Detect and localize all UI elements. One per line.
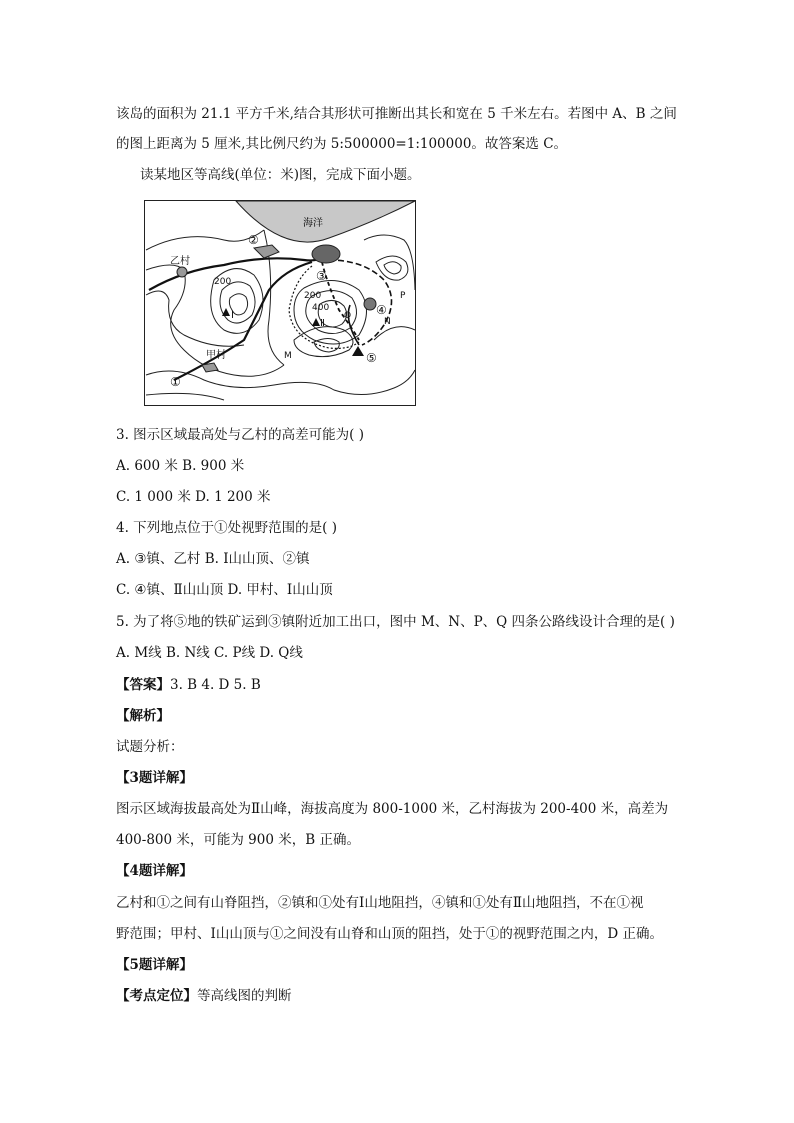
town-4-marker [364, 298, 376, 310]
contour-400-label: 400 [312, 303, 330, 313]
kaodian-title: 【考点定位】 [116, 988, 197, 1004]
peak-1-label: Ⅰ [231, 310, 234, 321]
intro-line-2: 的图上距离为 5 厘米,其比例尺约为 5:500000=1:100000。故答案选 C。 [116, 136, 568, 152]
circle-2-label: ② [248, 233, 259, 247]
q3-detail-line-1: 图示区域海拔最高处为Ⅱ山峰，海拔高度为 800-1000 米，乙村海拔为 200-400 米，高差为 [116, 801, 669, 817]
question-4-options-ab: A. ③镇、乙村 B. Ⅰ山山顶、②镇 [116, 551, 310, 567]
route-n-label: N [384, 317, 391, 327]
question-5: 5. 为了将⑤地的铁矿运到③镇附近加工出口，图中 M、N、P、Q 四条公路线设计合理的是( ) [116, 614, 675, 630]
q3-detail-title: 【3题详解】 [116, 770, 193, 786]
question-3: 3. 图示区域最高处与乙村的高差可能为( ) [116, 427, 364, 443]
q3-detail-line-2: 400-800 米，可能为 900 米，B 正确。 [116, 832, 360, 848]
peak-2-label: Ⅱ [320, 318, 325, 329]
contour-map [144, 200, 416, 406]
question-3-options-ab: A. 600 米 B. 900 米 [116, 458, 245, 474]
kaodian-text: 等高线图的判断 [197, 988, 292, 1004]
map-instruction: 读某地区等高线(单位：米)图，完成下面小题。 [140, 167, 421, 183]
yicun-marker [177, 267, 187, 277]
question-4: 4. 下列地点位于①处视野范围的是( ) [116, 520, 337, 536]
ocean-label: 海洋 [303, 218, 323, 229]
contour-200-label-a: 200 [214, 277, 232, 287]
circle-4-label: ④ [376, 303, 387, 317]
contour-200-label-b: 200 [304, 291, 322, 301]
kaodian-line [116, 986, 292, 1006]
answer-text: 3. B 4. D 5. B [170, 677, 261, 693]
q4-detail-line-2: 野范围；甲村、Ⅰ山山顶与①之间没有山脊和山顶的阻挡，处于①的视野范围之内，D 正确。 [116, 926, 663, 942]
analysis-title: 【解析】 [116, 708, 170, 724]
q4-detail-title: 【4题详解】 [116, 863, 193, 879]
q4-detail-line-1: 乙村和①之间有山脊阻挡，②镇和①处有Ⅰ山地阻挡，④镇和①处有Ⅱ山地阻挡，不在①视 [116, 895, 644, 911]
answer-line [116, 675, 261, 695]
question-4-options-cd: C. ④镇、Ⅱ山山顶 D. 甲村、Ⅰ山山顶 [116, 582, 333, 598]
answer-title: 【答案】 [116, 677, 170, 693]
route-m-label: M [284, 351, 292, 361]
analysis-intro: 试题分析： [116, 739, 184, 755]
circle-5-label: ⑤ [366, 351, 377, 365]
circle-1-label: ① [170, 375, 181, 389]
circle-3-label: ③ [316, 269, 327, 283]
intro-line-1: 该岛的面积为 21.1 平方千米,结合其形状可推断出其长和宽在 5 千米左右。若图中 A、B 之间 [116, 106, 677, 122]
yicun-label: 乙村 [170, 256, 190, 267]
jiacun-label: 甲村 [206, 350, 226, 361]
route-q-label: Q [344, 311, 352, 321]
question-3-options-cd: C. 1 000 米 D. 1 200 米 [116, 489, 271, 505]
q5-detail-title: 【5题详解】 [116, 957, 193, 973]
town-3-marker [312, 245, 340, 263]
question-5-options: A. M线 B. N线 C. P线 D. Q线 [116, 645, 303, 661]
route-p-label: P [400, 291, 406, 301]
